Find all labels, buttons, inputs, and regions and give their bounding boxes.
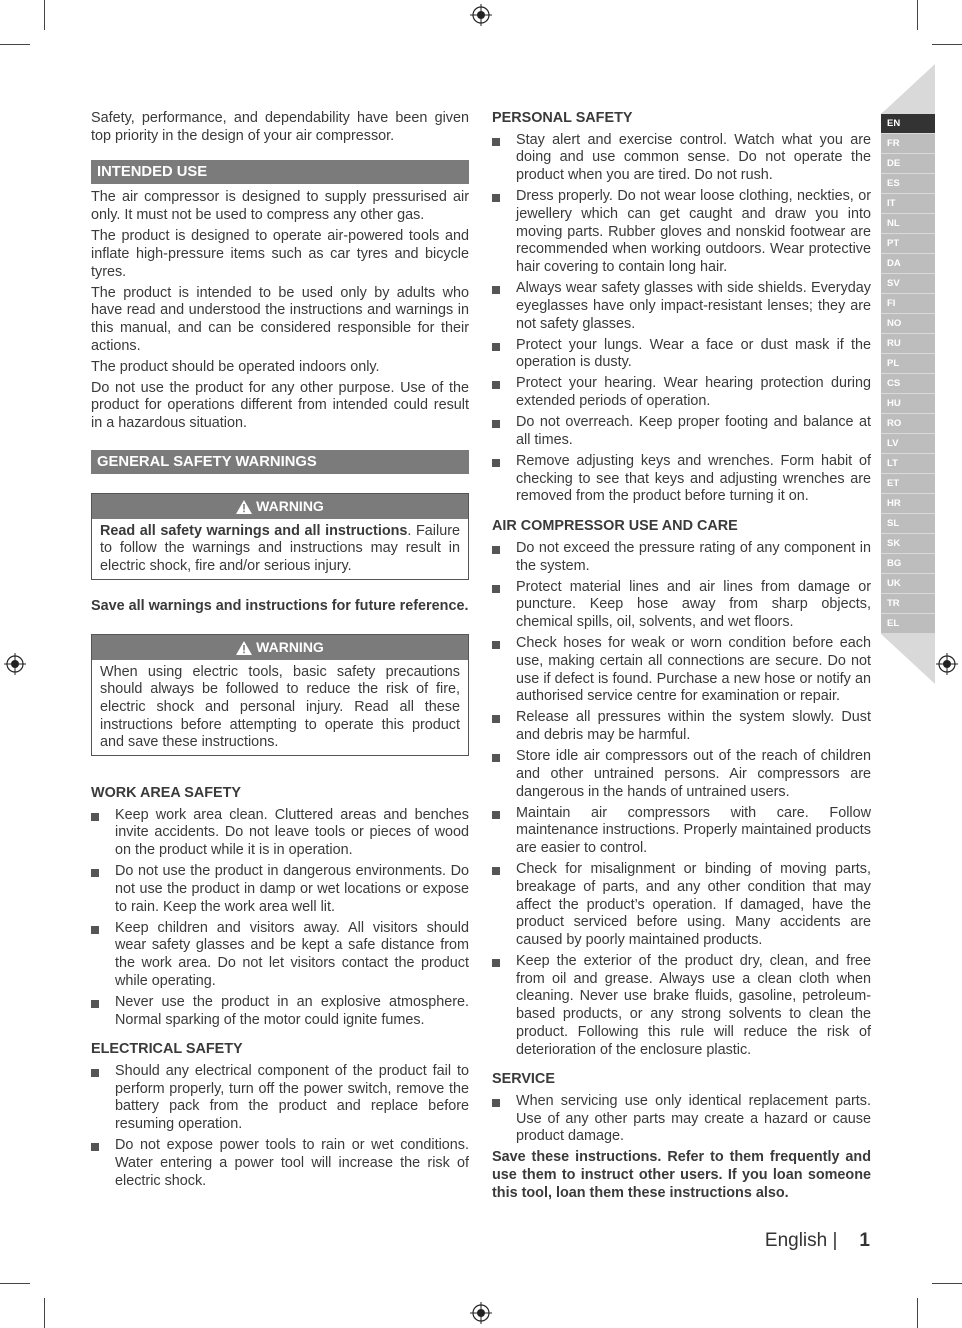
compressor-care-list (492, 540, 871, 1059)
crop-mark (932, 44, 962, 45)
registration-mark-icon (470, 4, 492, 26)
warning-box (91, 493, 469, 580)
list-item (492, 1093, 871, 1146)
list-item-text: Protect material lines and air lines from damage or puncture. Keep hose away from sharp objects, chemical spills, oil, solvents, and wet floors. (516, 578, 871, 631)
registration-mark-icon (4, 653, 26, 675)
compressor-care-heading: AIR COMPRESSOR USE AND CARE (492, 518, 738, 535)
list-item-text: Keep work area clean. Cluttered areas and benches invite accidents. Do not leave tools or pieces of wood on the product while it is in operation. (115, 806, 469, 859)
lang-tab-es[interactable]: ES (881, 174, 935, 193)
warning-header (92, 635, 468, 660)
bullet-square-icon (492, 754, 500, 762)
bullet-square-icon (492, 641, 500, 649)
list-item (492, 375, 871, 410)
intended-use-paragraph: Do not use the product for any other purpose. Use of the product for operations different from intended could result in a hazardous situation. (91, 379, 469, 432)
warning-header (92, 494, 468, 519)
general-safety-heading: GENERAL SAFETY WARNINGS (91, 450, 469, 474)
list-item-text: Stay alert and exercise control. Watch what you are doing and use common sense. Do not operate the product when you are tired. Do not rush. (516, 131, 871, 184)
lang-tab-ro[interactable]: RO (881, 414, 935, 433)
lang-tab-uk[interactable]: UK (881, 574, 935, 593)
lang-tab-cs[interactable]: CS (881, 374, 935, 393)
bullet-square-icon (492, 959, 500, 967)
list-item (492, 453, 871, 506)
footer-language: English | (764, 1230, 838, 1251)
list-item-text: Store idle air compressors out of the reach of children and other untrained persons. Air compressors are dangerous in the hands of untrained users. (516, 748, 871, 800)
bullet-square-icon (492, 715, 500, 723)
lang-tab-tr[interactable]: TR (881, 594, 935, 613)
lang-tab-en[interactable]: EN (881, 114, 935, 133)
lang-tab-hu[interactable]: HU (881, 394, 935, 413)
list-item (492, 748, 871, 801)
list-item-text: Keep the exterior of the product dry, clean, and free from oil and grease. Always use a clean cloth when cleaning. Never use brake fluids, gasoline, petroleum-based products, or any strong solvents to clean the product. Following this rule will reduce the risk of deterioration of the enclosure plastic. (516, 953, 871, 1058)
list-item-text: Do not use the product in dangerous environments. Do not use the product in damp or wet locations or expose to rain. Keep the work area well lit. (115, 863, 469, 915)
list-item (492, 953, 871, 1059)
bullet-square-icon (492, 1099, 500, 1107)
page-number: 1 (859, 1230, 870, 1251)
bullet-square-icon (492, 867, 500, 875)
bullet-square-icon (492, 585, 500, 593)
language-tabs (881, 114, 935, 634)
intro-paragraph: Safety, performance, and dependability have been given top priority in the design of your air compressor. (91, 110, 469, 144)
list-item (492, 709, 871, 744)
lang-tab-pl[interactable]: PL (881, 354, 935, 373)
warning-bold-text: Read all safety warnings and all instructions (100, 522, 408, 539)
lang-tab-sl[interactable]: SL (881, 514, 935, 533)
intended-use-paragraph: The product is designed to operate air-powered tools and inflate high-pressure items such as car tyres and bicycle tyres. (91, 228, 469, 280)
electrical-heading: ELECTRICAL SAFETY (91, 1041, 243, 1058)
list-item (492, 280, 871, 333)
work-area-heading: WORK AREA SAFETY (91, 785, 242, 802)
list-item (91, 920, 469, 991)
lang-tab-lt[interactable]: LT (881, 454, 935, 473)
list-item (492, 132, 871, 185)
lang-tab-fi[interactable]: FI (881, 294, 935, 313)
intended-use-heading: INTENDED USE (91, 160, 469, 184)
electrical-list (91, 1063, 469, 1190)
lang-tab-pt[interactable]: PT (881, 234, 935, 253)
list-item (492, 540, 871, 575)
bullet-square-icon (91, 926, 99, 934)
list-item (91, 807, 469, 860)
closing-note: Save these instructions. Refer to them frequently and use them to instruct other users. If you loan someone this tool, loan them these instructions also. (492, 1149, 871, 1201)
warning-text: . Failure to follow the warnings and instructions may result in electric shock, fire and/or serious injury. (100, 522, 460, 575)
bullet-square-icon (492, 546, 500, 554)
lang-tab-da[interactable]: DA (881, 254, 935, 273)
warning-triangle-icon (236, 500, 252, 514)
intended-use-paragraph: The product should be operated indoors only. (91, 358, 380, 375)
warning-title: WARNING (256, 638, 324, 655)
work-area-list (91, 807, 469, 1030)
list-item-text: Do not exceed the pressure rating of any component in the system. (516, 539, 871, 574)
registration-mark-icon (936, 653, 958, 675)
bullet-square-icon (91, 1143, 99, 1151)
bullet-square-icon (492, 194, 500, 202)
list-item (492, 337, 871, 372)
bullet-square-icon (492, 286, 500, 294)
lang-tab-fr[interactable]: FR (881, 134, 935, 153)
warning-body: When using electric tools, basic safety precautions should always be followed to reduce the risk of fire, electric shock and personal injury. Read all these instructions before attempting to operate this product and save these instructions. (100, 663, 460, 751)
personal-heading: PERSONAL SAFETY (492, 110, 633, 126)
lang-tab-de[interactable]: DE (881, 154, 935, 173)
crop-mark (917, 1298, 918, 1328)
list-item (91, 1137, 469, 1190)
lang-tab-sk[interactable]: SK (881, 534, 935, 553)
list-item-text: Release all pressures within the system slowly. Dust and debris may be harmful. (516, 709, 871, 744)
warning-body (92, 519, 468, 579)
crop-mark (0, 44, 30, 45)
list-item-text: Dress properly. Do not wear loose clothing, neckties, or jewellery which can get caught and draw you into moving parts. Rubber gloves and nonskid footwear are recommended when working outdoors. Wear protective hair covering to contain long hair. (516, 188, 871, 276)
list-item (91, 863, 469, 916)
bullet-square-icon (492, 420, 500, 428)
crop-mark (932, 1283, 962, 1284)
crop-mark (44, 1298, 45, 1328)
bullet-square-icon (492, 459, 500, 467)
registration-mark-icon (470, 1302, 492, 1324)
bullet-square-icon (91, 1069, 99, 1077)
list-item-text: When servicing use only identical replacement parts. Use of any other parts may create a hazard or cause product damage. (516, 1092, 871, 1145)
bullet-square-icon (492, 811, 500, 819)
list-item (492, 861, 871, 950)
right-column (492, 110, 871, 1206)
bullet-square-icon (492, 381, 500, 389)
lang-tab-lv[interactable]: LV (881, 434, 935, 453)
list-item-text: Should any electrical component of the product fail to perform properly, turn off the power switch, remove the battery pack from the product and replace before resuming operation. (115, 1063, 469, 1133)
crop-mark (44, 0, 45, 30)
list-item (492, 579, 871, 632)
list-item-text: Check for misalignment or binding of moving parts, breakage of parts, and any other condition that may affect the product’s operation. If damaged, have the product serviced before using. Many accidents are caused by poorly maintained products. (516, 861, 871, 948)
list-item-text: Protect your lungs. Wear a face or dust mask if the operation is dusty. (516, 336, 871, 371)
crop-mark (917, 0, 918, 30)
bullet-square-icon (492, 343, 500, 351)
personal-list (492, 132, 871, 506)
lang-tab-ru[interactable]: RU (881, 334, 935, 353)
lang-tab-nl[interactable]: NL (881, 214, 935, 233)
list-item (492, 635, 871, 706)
lang-tab-hr[interactable]: HR (881, 494, 935, 513)
page-footer (765, 1230, 870, 1252)
left-column (91, 110, 469, 1194)
lang-tab-no[interactable]: NO (881, 314, 935, 333)
list-item-text: Always wear safety glasses with side shields. Everyday eyeglasses have only impact-resistant lenses; they are not safety glasses. (516, 280, 871, 332)
list-item-text: Never use the product in an explosive atmosphere. Normal sparking of the motor could ignite fumes. (115, 993, 469, 1028)
list-item-text: Maintain air compressors with care. Follow maintenance instructions. Properly maintained products are easier to control. (516, 804, 871, 857)
bullet-square-icon (91, 813, 99, 821)
list-item-text: Do not overreach. Keep proper footing and balance at all times. (516, 414, 871, 448)
list-item (91, 1063, 469, 1134)
bullet-square-icon (91, 1000, 99, 1008)
list-item (91, 994, 469, 1029)
intended-use-paragraph: The air compressor is designed to supply pressurised air only. It must not be used to compress any other gas. (91, 189, 469, 224)
lang-tab-el[interactable]: EL (881, 614, 935, 633)
service-list (492, 1093, 871, 1146)
lang-tab-it[interactable]: IT (881, 194, 935, 213)
list-item-text: Do not expose power tools to rain or wet conditions. Water entering a power tool will increase the risk of electric shock. (115, 1137, 469, 1189)
lang-tab-bg[interactable]: BG (881, 554, 935, 573)
intended-use-paragraph: The product is intended to be used only by adults who have read and understood the instructions and warnings in this manual, and can be considered responsible for their actions. (91, 284, 469, 354)
list-item (492, 188, 871, 277)
list-item-text: Keep children and visitors away. All visitors should wear safety glasses and be kept a safe distance from the work area. Do not let visitors contact the product while operating. (115, 919, 469, 989)
warning-triangle-icon (236, 641, 252, 655)
list-item-text: Remove adjusting keys and wrenches. Form habit of checking to see that keys and adjusting wrenches are removed from the product before turning it on. (516, 453, 871, 505)
save-note: Save all warnings and instructions for future reference. (91, 597, 469, 614)
list-item (492, 805, 871, 858)
bullet-square-icon (492, 138, 500, 146)
list-item-text: Check hoses for weak or worn condition before each use, making certain all connections are secure. Do not use if defect is found. Purchase a new hose or notify an authorised service centre for examination or repair. (516, 635, 871, 705)
list-item (492, 414, 871, 449)
warning-title: WARNING (256, 497, 324, 514)
bullet-square-icon (91, 869, 99, 877)
service-heading: SERVICE (492, 1071, 555, 1088)
lang-tab-sv[interactable]: SV (881, 274, 935, 293)
warning-box (91, 634, 469, 757)
list-item-text: Protect your hearing. Wear hearing protection during extended periods of operation. (516, 375, 871, 410)
crop-mark (0, 1283, 30, 1284)
lang-tab-et[interactable]: ET (881, 474, 935, 493)
